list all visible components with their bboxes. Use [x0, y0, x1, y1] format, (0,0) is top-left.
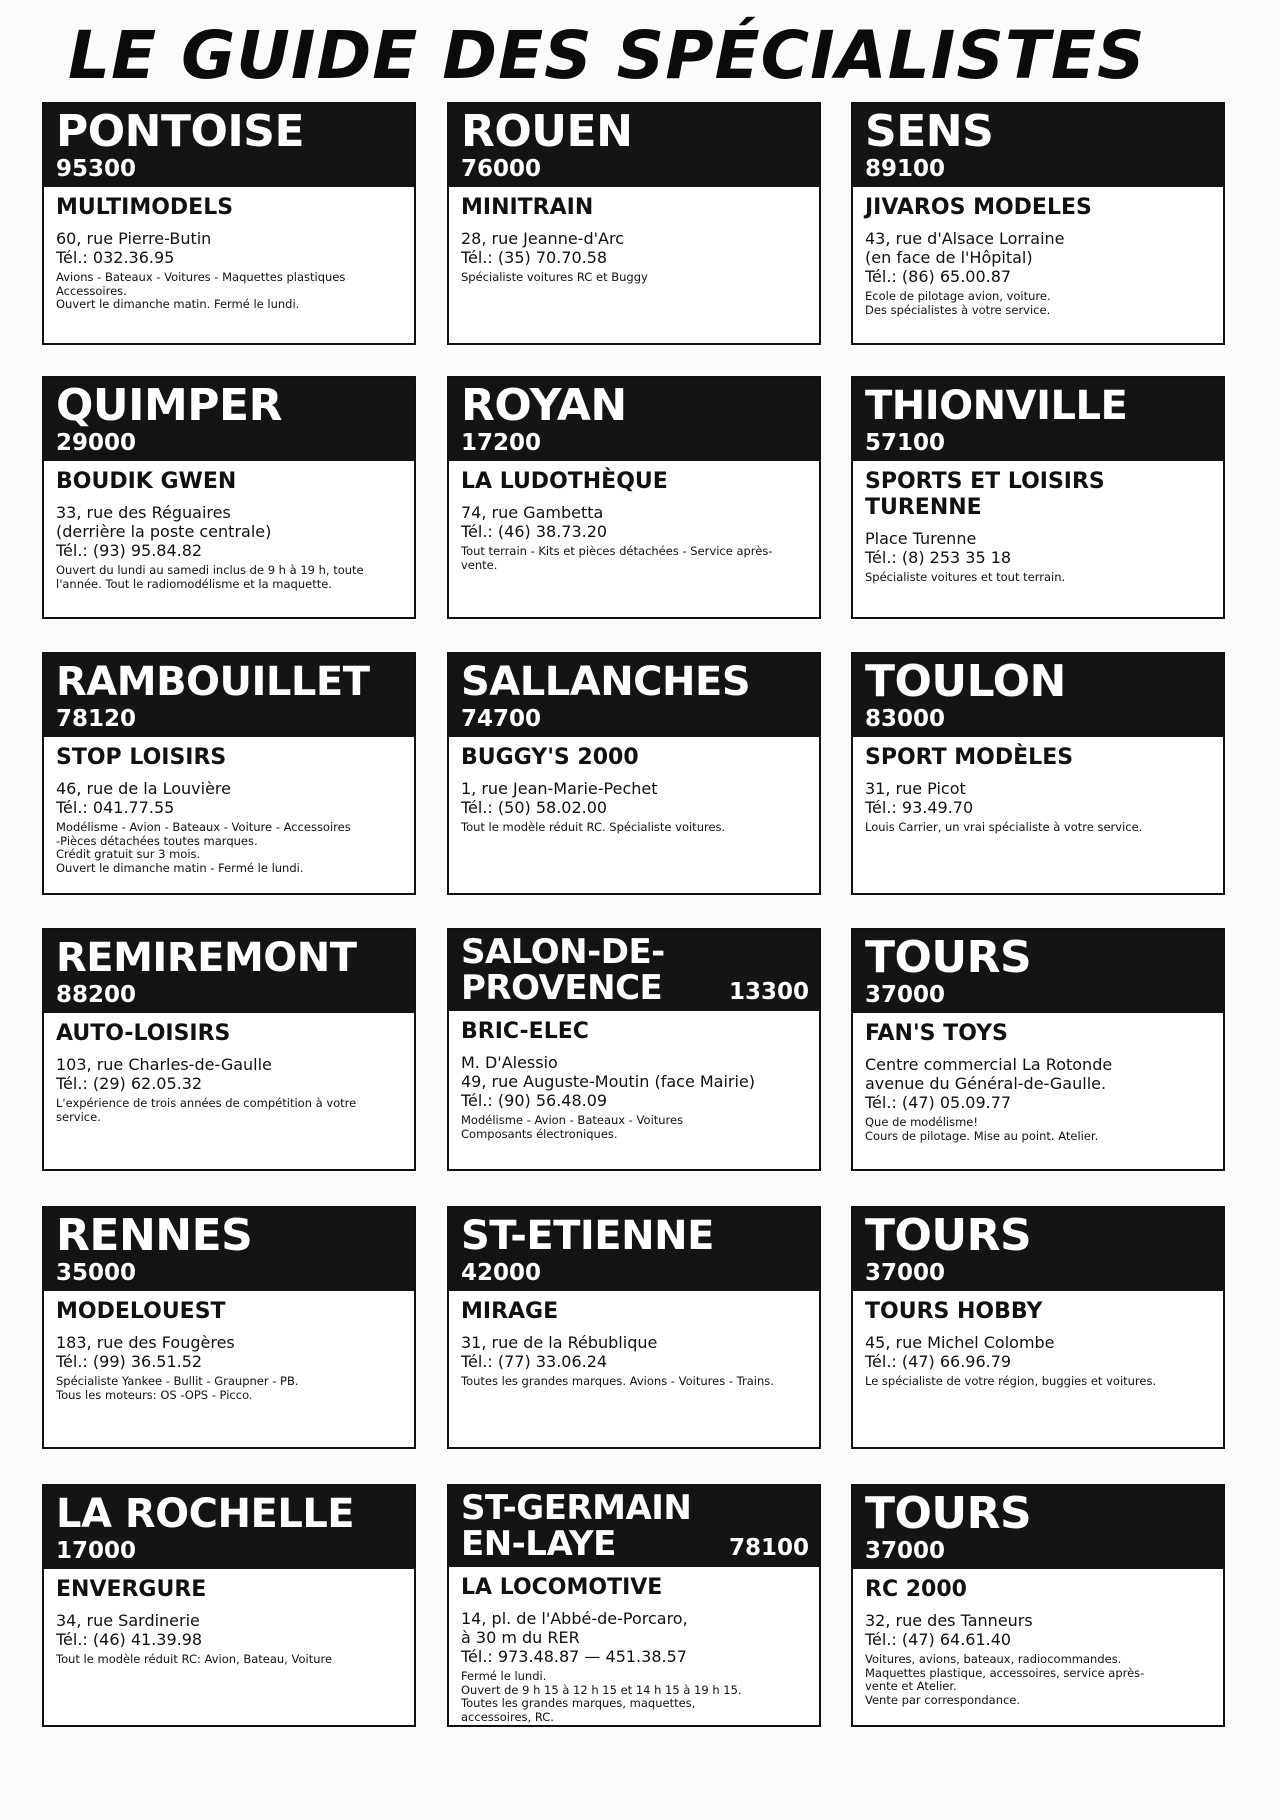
description-line: Maquettes plastique, accessoires, service après- [865, 1665, 1145, 1680]
address-line: Tél.: (29) 62.05.32 [56, 1074, 203, 1093]
shop-name: AUTO-LOISIRS [56, 1021, 231, 1046]
postal-code: 35000 [56, 1260, 137, 1286]
shop-description [461, 821, 807, 835]
card-header [853, 1208, 1223, 1291]
address-line: 33, rue des Réguaires [56, 503, 231, 522]
specialist-card [42, 376, 416, 619]
card-body [853, 461, 1223, 593]
card-body [853, 1013, 1223, 1151]
description-line: Modélisme - Avion - Bateaux - Voitures [461, 1113, 684, 1127]
shop-name: SPORTS ET LOISIRS TURENNE [865, 469, 1105, 520]
card-header [853, 104, 1223, 187]
description-line: Ouvert du lundi au samedi inclus de 9 h à 19 h, toute [56, 563, 364, 577]
address-line: Tél.: (99) 36.51.52 [56, 1352, 203, 1371]
card-body [44, 737, 414, 883]
postal-code: 37000 [865, 982, 946, 1008]
city-name: ROYAN [461, 380, 627, 431]
specialist-card [42, 1206, 416, 1449]
shop-name: BOUDIK GWEN [56, 469, 237, 494]
description-line: Composants électroniques. [461, 1126, 618, 1141]
address-line: 60, rue Pierre-Butin [56, 229, 212, 248]
card-header [449, 1208, 819, 1291]
shop-description [461, 1375, 807, 1389]
description-line: Des spécialistes à votre service. [865, 302, 1051, 317]
card-body [44, 1291, 414, 1410]
address-line: Tél.: (50) 58.02.00 [461, 798, 608, 817]
card-body [449, 1291, 819, 1397]
postal-code: 78120 [56, 706, 137, 732]
description-line: Spécialiste voitures RC et Buggy [461, 270, 648, 284]
description-line: Modélisme - Avion - Bateaux - Voiture - Accessoires [56, 820, 351, 834]
description-line: Ecole de pilotage avion, voiture. [865, 289, 1051, 303]
card-body [449, 1011, 819, 1149]
description-line: -Pièces détachées toutes marques. [56, 833, 258, 848]
specialist-card [42, 928, 416, 1171]
shop-name: RC 2000 [865, 1577, 967, 1602]
shop-description [865, 1375, 1211, 1389]
city-name: SALLANCHES [461, 659, 751, 705]
address-line: Tél.: (86) 65.00.87 [865, 267, 1012, 286]
shop-name: LA LOCOMOTIVE [461, 1575, 663, 1600]
city-name-line2: EN-LAYE [461, 1524, 616, 1564]
address-line: 34, rue Sardinerie [56, 1611, 200, 1630]
address-line: 28, rue Jeanne-d'Arc [461, 229, 624, 248]
shop-name: STOP LOISIRS [56, 745, 227, 770]
card-header [853, 930, 1223, 1013]
card-header [44, 654, 414, 737]
description-line: accessoires, RC. [461, 1709, 554, 1724]
address-line: Tél.: (46) 41.39.98 [56, 1630, 203, 1649]
card-body [449, 737, 819, 843]
postal-code: 42000 [461, 1260, 542, 1286]
card-body [44, 1013, 414, 1132]
shop-name: BRIC-ELEC [461, 1019, 589, 1044]
card-body [853, 1291, 1223, 1397]
description-line: Tout le modèle réduit RC. Spécialiste voitures. [461, 820, 726, 834]
description-line: L'expérience de trois années de compétition à votre [56, 1096, 357, 1110]
description-line: Voitures, avions, bateaux, radiocommandes. [865, 1652, 1122, 1666]
city-name: QUIMPER [56, 380, 282, 431]
city-name: TOURS [865, 932, 1032, 983]
address-line: M. D'Alessio [461, 1053, 558, 1072]
specialist-card [447, 1484, 821, 1727]
shop-name: BUGGY'S 2000 [461, 745, 639, 770]
address-line: Tél.: (47) 66.96.79 [865, 1352, 1012, 1371]
city-name: LA ROCHELLE [56, 1491, 355, 1537]
description-line: Crédit gratuit sur 3 mois. [56, 847, 201, 861]
shop-name: MINITRAIN [461, 195, 594, 220]
description-line: Tout terrain - Kits et pièces détachées - Service après- [461, 544, 773, 558]
description-line: Avions - Bateaux - Voitures - Maquettes plastiques [56, 270, 346, 284]
specialist-card [851, 102, 1225, 345]
address-line: 1, rue Jean-Marie-Pechet [461, 779, 658, 798]
specialist-card [851, 652, 1225, 895]
address-line: 103, rue Charles-de-Gaulle [56, 1055, 272, 1074]
card-body [44, 187, 414, 320]
description-line: Tout le modèle réduit RC: Avion, Bateau, Voiture [56, 1652, 333, 1666]
specialist-card [447, 376, 821, 619]
city-name: SENS [865, 106, 994, 157]
shop-name: LA LUDOTHÈQUE [461, 469, 668, 494]
card-body [44, 461, 414, 599]
card-header [44, 378, 414, 461]
address-line: 45, rue Michel Colombe [865, 1333, 1055, 1352]
shop-description [865, 571, 1211, 585]
city-name: TOULON [865, 656, 1066, 707]
address-line: Place Turenne [865, 529, 977, 548]
address-line: Tél.: 032.36.95 [56, 248, 175, 267]
description-line: Tous les moteurs: OS -OPS - Picco. [56, 1387, 253, 1402]
description-line: Vente par correspondance. [865, 1692, 1021, 1707]
shop-description [56, 564, 402, 591]
shop-name: MULTIMODELS [56, 195, 234, 220]
card-header [853, 1486, 1223, 1569]
shop-description [56, 821, 402, 875]
card-header [449, 930, 819, 1011]
city-name: PONTOISE [56, 106, 305, 157]
shop-description [865, 1653, 1211, 1707]
address-line: 46, rue de la Louvière [56, 779, 231, 798]
card-body [853, 1569, 1223, 1715]
shop-name: SPORT MODÈLES [865, 745, 1074, 770]
description-line: Louis Carrier, un vrai spécialiste à votre service. [865, 820, 1143, 834]
description-line: Spécialiste Yankee - Bullit - Graupner - PB. [56, 1374, 299, 1388]
address-line: Tél.: (47) 05.09.77 [865, 1093, 1012, 1112]
address-line: 49, rue Auguste-Moutin (face Mairie) [461, 1072, 756, 1091]
description-line: vente. [461, 557, 498, 572]
specialist-card [42, 652, 416, 895]
shop-name: TOURS HOBBY [865, 1299, 1043, 1324]
city-name: RENNES [56, 1210, 253, 1261]
page-title: LE GUIDE DES SPÉCIALISTES [68, 17, 1146, 94]
shop-description [865, 821, 1211, 835]
shop-description [461, 545, 807, 572]
city-name: ST-GERMAIN [461, 1488, 692, 1528]
shop-description [56, 1375, 402, 1402]
address-line: 32, rue des Tanneurs [865, 1611, 1033, 1630]
postal-code: 88200 [56, 982, 137, 1008]
card-header [44, 1208, 414, 1291]
specialist-card [42, 102, 416, 345]
specialist-card [447, 1206, 821, 1449]
description-line: Ouvert le dimanche matin - Fermé le lundi. [56, 860, 304, 875]
address-line: Tél.: 973.48.87 — 451.38.57 [461, 1647, 687, 1666]
shop-name: JIVAROS MODELES [865, 195, 1092, 220]
address-line: Tél.: (77) 33.06.24 [461, 1352, 608, 1371]
card-body [44, 1569, 414, 1675]
postal-code: 78100 [728, 1535, 809, 1561]
description-line: service. [56, 1109, 101, 1124]
postal-code: 13300 [728, 979, 809, 1005]
card-header [853, 378, 1223, 461]
city-name: REMIREMONT [56, 935, 357, 981]
address-line: 74, rue Gambetta [461, 503, 604, 522]
shop-description [865, 1116, 1211, 1143]
city-name: SALON-DE- [461, 932, 665, 972]
city-name: ROUEN [461, 106, 633, 157]
card-header [44, 104, 414, 187]
card-header [44, 1486, 414, 1569]
address-line: 183, rue des Fougères [56, 1333, 235, 1352]
address-line: Tél.: (90) 56.48.09 [461, 1091, 608, 1110]
card-body [853, 187, 1223, 325]
description-line: Accessoires. [56, 283, 127, 298]
city-name: RAMBOUILLET [56, 659, 370, 705]
address-line: Centre commercial La Rotonde [865, 1055, 1113, 1074]
description-line: Spécialiste voitures et tout terrain. [865, 570, 1066, 584]
description-line: Toutes les grandes marques, maquettes, [461, 1696, 696, 1710]
card-header [449, 654, 819, 737]
postal-code: 89100 [865, 156, 946, 182]
card-header [853, 654, 1223, 737]
card-header [44, 930, 414, 1013]
description-line: Ouvert de 9 h 15 à 12 h 15 et 14 h 15 à 19 h 15. [461, 1682, 742, 1697]
specialist-card [447, 102, 821, 345]
description-line: vente et Atelier. [865, 1679, 957, 1693]
city-name: THIONVILLE [865, 383, 1128, 429]
postal-code: 95300 [56, 156, 137, 182]
address-line: Tél.: 041.77.55 [56, 798, 175, 817]
shop-description [56, 271, 402, 312]
card-body [449, 1567, 819, 1727]
city-name: TOURS [865, 1210, 1032, 1261]
shop-description [56, 1653, 402, 1667]
description-line: Que de modélisme! [865, 1115, 978, 1129]
postal-code: 29000 [56, 430, 137, 456]
address-line: 43, rue d'Alsace Lorraine [865, 229, 1065, 248]
postal-code: 37000 [865, 1260, 946, 1286]
postal-code: 83000 [865, 706, 946, 732]
card-header [449, 104, 819, 187]
shop-description [461, 1670, 807, 1724]
address-line: Tél.: (93) 95.84.82 [56, 541, 203, 560]
city-name: ST-ETIENNE [461, 1213, 714, 1259]
address-line: Tél.: (35) 70.70.58 [461, 248, 608, 267]
postal-code: 17000 [56, 1538, 137, 1564]
shop-description [461, 271, 807, 285]
address-line: Tél.: (47) 64.61.40 [865, 1630, 1012, 1649]
specialist-card [447, 928, 821, 1171]
address-line: (derrière la poste centrale) [56, 522, 272, 541]
specialist-card [851, 1484, 1225, 1727]
card-header [449, 1486, 819, 1567]
card-body [449, 461, 819, 580]
specialist-card [851, 928, 1225, 1171]
address-line: à 30 m du RER [461, 1628, 580, 1647]
description-line: l'année. Tout le radiomodélisme et la maquette. [56, 576, 332, 591]
card-body [853, 737, 1223, 843]
description-line: Le spécialiste de votre région, buggies et voitures. [865, 1374, 1157, 1388]
city-name-line2: PROVENCE [461, 968, 663, 1008]
address-line: 31, rue de la Rébublique [461, 1333, 658, 1352]
address-line: Tél.: 93.49.70 [865, 798, 974, 817]
card-header [449, 378, 819, 461]
description-line: Cours de pilotage. Mise au point. Atelier. [865, 1128, 1099, 1143]
city-name: TOURS [865, 1488, 1032, 1539]
address-line: 31, rue Picot [865, 779, 966, 798]
address-line: Tél.: (46) 38.73.20 [461, 522, 608, 541]
shop-description [865, 290, 1211, 317]
description-line: Ouvert le dimanche matin. Fermé le lundi. [56, 297, 300, 311]
shop-name: ENVERGURE [56, 1577, 207, 1602]
address-line: avenue du Général-de-Gaulle. [865, 1074, 1107, 1093]
specialist-card [851, 1206, 1225, 1449]
postal-code: 74700 [461, 706, 542, 732]
shop-name: MODELOUEST [56, 1299, 226, 1324]
postal-code: 57100 [865, 430, 946, 456]
address-line: 14, pl. de l'Abbé-de-Porcaro, [461, 1609, 688, 1628]
shop-description [56, 1097, 402, 1124]
address-line: (en face de l'Hôpital) [865, 248, 1033, 267]
address-line: Tél.: (8) 253 35 18 [865, 548, 1012, 567]
shop-name: FAN'S TOYS [865, 1021, 1008, 1046]
description-line: Fermé le lundi. [461, 1669, 547, 1683]
postal-code: 37000 [865, 1538, 946, 1564]
shop-name: MIRAGE [461, 1299, 559, 1324]
specialist-card [447, 652, 821, 895]
specialist-card [851, 376, 1225, 619]
postal-code: 17200 [461, 430, 542, 456]
description-line: Toutes les grandes marques. Avions - Voitures - Trains. [461, 1374, 774, 1388]
specialist-card [42, 1484, 416, 1727]
card-body [449, 187, 819, 293]
postal-code: 76000 [461, 156, 542, 182]
shop-description [461, 1114, 807, 1141]
